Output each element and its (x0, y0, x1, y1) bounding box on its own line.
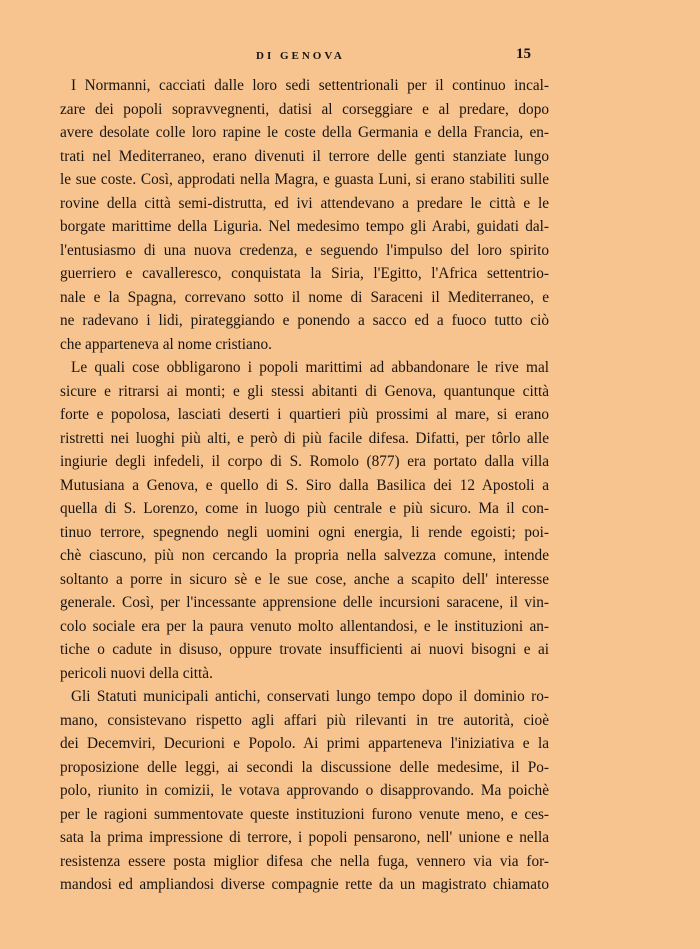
text-line: ristretti nei luoghi più alti, e però di più facile difesa. Difatti, per tôrlo alle (60, 429, 549, 447)
text-line: sata la prima impressione di terrore, i popoli pensarono, nell' unione e nella (60, 829, 549, 846)
text-line: guerriero e cavalleresco, conquistata la Siria, l'Egitto, l'Africa settentrio- (60, 265, 549, 282)
text-line: rovine della città semi-distrutta, ed ivi attendevano a predare le città e le (60, 194, 549, 212)
text-line: pericoli nuovi della città. (60, 664, 213, 682)
text-line: soltanto a porre in sicuro sè e le sue cose, anche a scapito dell' interesse (60, 570, 549, 588)
text-line: forte e popolosa, lasciati deserti i quartieri più prossimi al mare, si erano (60, 406, 549, 423)
text-line: le sue coste. Così, approdati nella Magra, e guasta Luni, si erano stabiliti sulle (60, 171, 549, 188)
paragraph (60, 74, 549, 356)
text-line: avere desolate colle loro rapine le coste della Germania e della Francia, en- (60, 124, 549, 141)
text-line: dei Decemviri, Decurioni e Popolo. Ai primi apparteneva l'iniziativa e la (60, 735, 549, 752)
text-line: nale e la Spagna, correvano sotto il nome di Saraceni il Mediterraneo, e (60, 288, 549, 306)
paragraph (60, 356, 549, 685)
text-line: mano, consistevano rispetto agli affari più rilevanti in tre autorità, cioè (60, 711, 549, 729)
text-line: tiche o cadute in disuso, oppure trovate insufficienti ai nuovi bisogni e ai (60, 641, 549, 658)
text-line: ne radevano i lidi, pirateggiando e ponendo a sacco ed a fuoco tutto ciò (60, 312, 549, 329)
text-line: per le ragioni summentovate queste instituzioni furono venute meno, e ces- (60, 805, 549, 823)
paragraph (60, 685, 549, 897)
text-line: Le quali cose obbligarono i popoli marittimi ad abbandonare le rive mal (71, 359, 549, 376)
text-line: proposizione delle leggi, ai secondi la discussione delle medesime, il Po- (60, 758, 549, 776)
text-line: Mutusiana a Genova, e quello di S. Siro dalla Basilica dei 12 Apostoli a (60, 476, 549, 494)
text-line: Gli Statuti municipali antichi, conservati lungo tempo dopo il dominio ro- (71, 688, 549, 705)
text-line: zare dei popoli sopravvegnenti, datisi al corseggiare e al predare, dopo (60, 100, 549, 118)
text-line: I Normanni, cacciati dalle loro sedi settentrionali per il continuo incal- (71, 77, 549, 94)
text-line: trati nel Mediterraneo, erano divenuti il terrore delle genti stanziate lungo (60, 147, 549, 165)
text-line: l'entusiasmo di una nuova credenza, e seguendo l'impulso del loro spirito (60, 241, 549, 259)
text-line: resistenza essere posta miglior difesa che nella fuga, vennero via via for- (60, 852, 549, 870)
text-line: mandosi ed ampliandosi diverse compagnie rette da un magistrato chiamato (60, 876, 549, 893)
running-head: DI GENOVA (256, 50, 345, 62)
text-line: ingiurie degli infedeli, il corpo di S. Romolo (877) era portato dalla villa (60, 453, 549, 470)
text-line: quella di S. Lorenzo, come in luogo più centrale e più sicuro. Ma il con- (60, 500, 549, 517)
page-number: 15 (516, 46, 531, 62)
text-line: generale. Così, per l'incessante apprensione delle incursioni saracene, il vin- (60, 594, 549, 611)
body-text (60, 74, 549, 897)
text-line: che apparteneva al nome cristiano. (60, 335, 272, 353)
text-line: sicure e ritrarsi ai monti; e gli stessi abitanti di Genova, quantunque città (60, 382, 549, 400)
text-line: tinuo terrore, spegnendo negli uomini ogni energia, li rende egoisti; poi- (60, 523, 549, 541)
text-line: chè ciascuno, più non cercando la propria nella salvezza comune, intende (60, 547, 549, 564)
text-line: polo, riunito in comizii, le votava approvando o disapprovando. Ma poichè (60, 782, 549, 799)
text-line: colo sociale era per la paura venuto molto allentandosi, e le instituzioni an- (60, 617, 549, 635)
text-line: borgate marittime della Liguria. Nel medesimo tempo gli Arabi, guidati dal- (60, 218, 549, 235)
